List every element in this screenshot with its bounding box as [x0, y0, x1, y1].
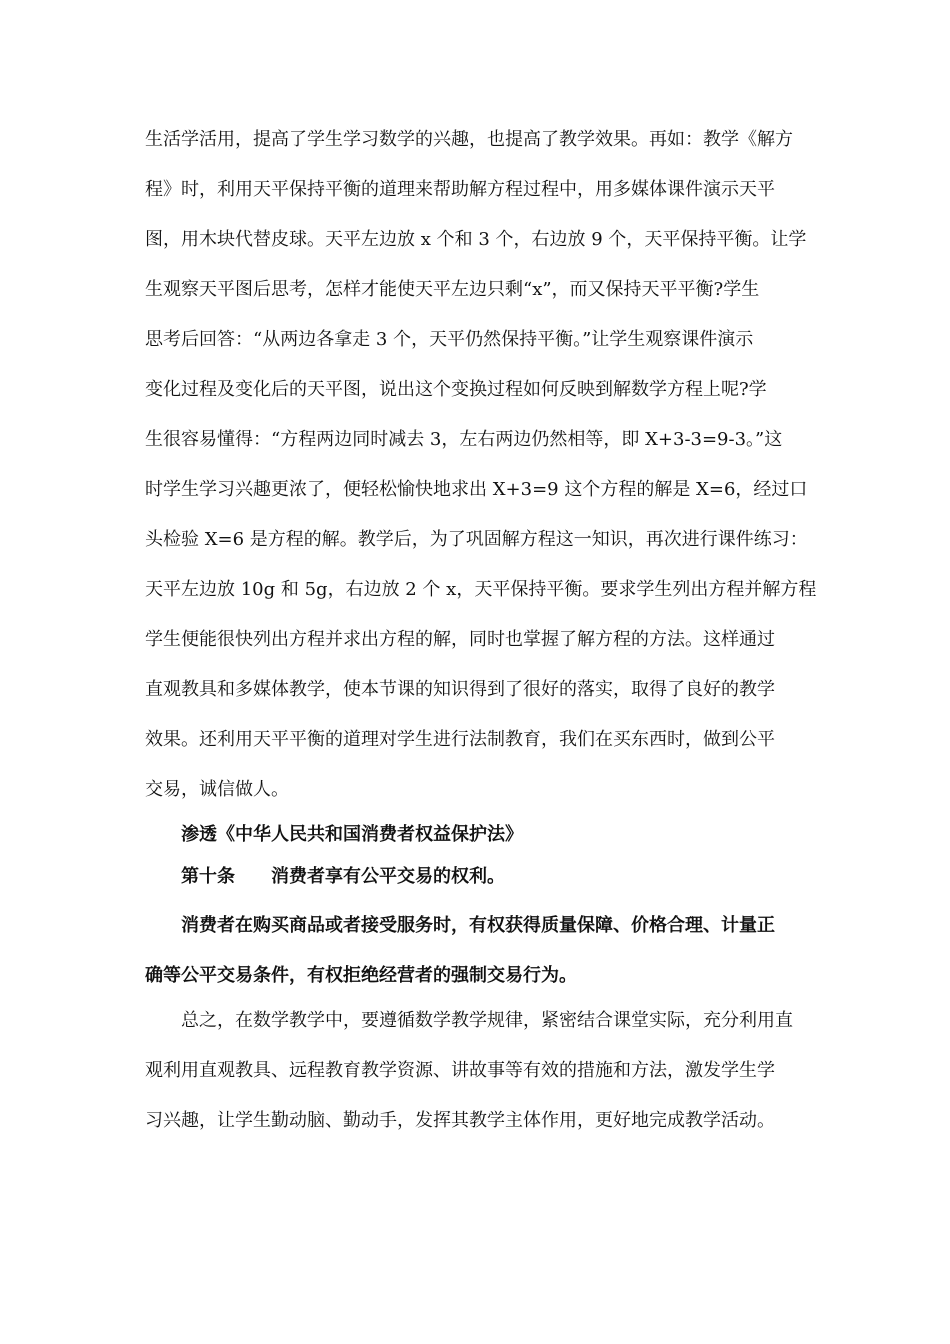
body-line: 思考后回答：“从两边各拿走 3 个，天平仍然保持平衡。”让学生观察课件演示: [145, 329, 754, 350]
article-body-line: 确等公平交易条件，有权拒绝经营者的强制交易行为。: [145, 965, 577, 986]
law-title: 渗透《中华人民共和国消费者权益保护法》: [181, 824, 523, 845]
body-line: 生观察天平图后思考，怎样才能使天平左边只剩“x”，而又保持天平平衡?学生: [145, 279, 760, 300]
body-line: 程》时，利用天平保持平衡的道理来帮助解方程过程中，用多媒体课件演示天平: [145, 179, 775, 200]
body-line: 生活学活用，提高了学生学习数学的兴趣，也提高了教学效果。再如：教学《解方: [145, 129, 793, 150]
conclusion-line: 观利用直观教具、远程教育教学资源、讲故事等有效的措施和方法，激发学生学: [145, 1060, 775, 1081]
body-line: 图，用木块代替皮球。天平左边放 x 个和 3 个，右边放 9 个，天平保持平衡。让学: [145, 229, 807, 250]
body-line: 变化过程及变化后的天平图，说出这个变换过程如何反映到解数学方程上呢?学: [145, 379, 767, 400]
conclusion-line: 总之，在数学教学中，要遵循数学教学规律，紧密结合课堂实际，充分利用直: [181, 1010, 793, 1031]
body-line: 时学生学习兴趣更浓了，便轻松愉快地求出 X+3=9 这个方程的解是 X=6，经过口: [145, 479, 808, 500]
article-title: 消费者享有公平交易的权利。: [271, 866, 505, 887]
body-line: 效果。还利用天平平衡的道理对学生进行法制教育，我们在买东西时，做到公平: [145, 729, 775, 750]
body-line: 交易，诚信做人。: [145, 779, 289, 800]
body-line: 生很容易懂得：“方程两边同时减去 3，左右两边仍然相等，即 X+3-3=9-3。”这: [145, 429, 783, 450]
body-line: 头检验 X=6 是方程的解。教学后，为了巩固解方程这一知识，再次进行课件练习：: [145, 529, 808, 550]
body-line: 学生便能很快列出方程并求出方程的解，同时也掌握了解方程的方法。这样通过: [145, 629, 775, 650]
body-line: 天平左边放 10g 和 5g，右边放 2 个 x，天平保持平衡。要求学生列出方程并解方程: [145, 579, 817, 600]
article-heading: [181, 865, 505, 889]
article-number: 第十条: [181, 866, 235, 887]
conclusion-line: 习兴趣，让学生勤动脑、勤动手，发挥其教学主体作用，更好地完成教学活动。: [145, 1110, 775, 1131]
article-body-line: 消费者在购买商品或者接受服务时，有权获得质量保障、价格合理、计量正: [181, 915, 775, 936]
body-line: 直观教具和多媒体教学，使本节课的知识得到了很好的落实，取得了良好的教学: [145, 679, 775, 700]
